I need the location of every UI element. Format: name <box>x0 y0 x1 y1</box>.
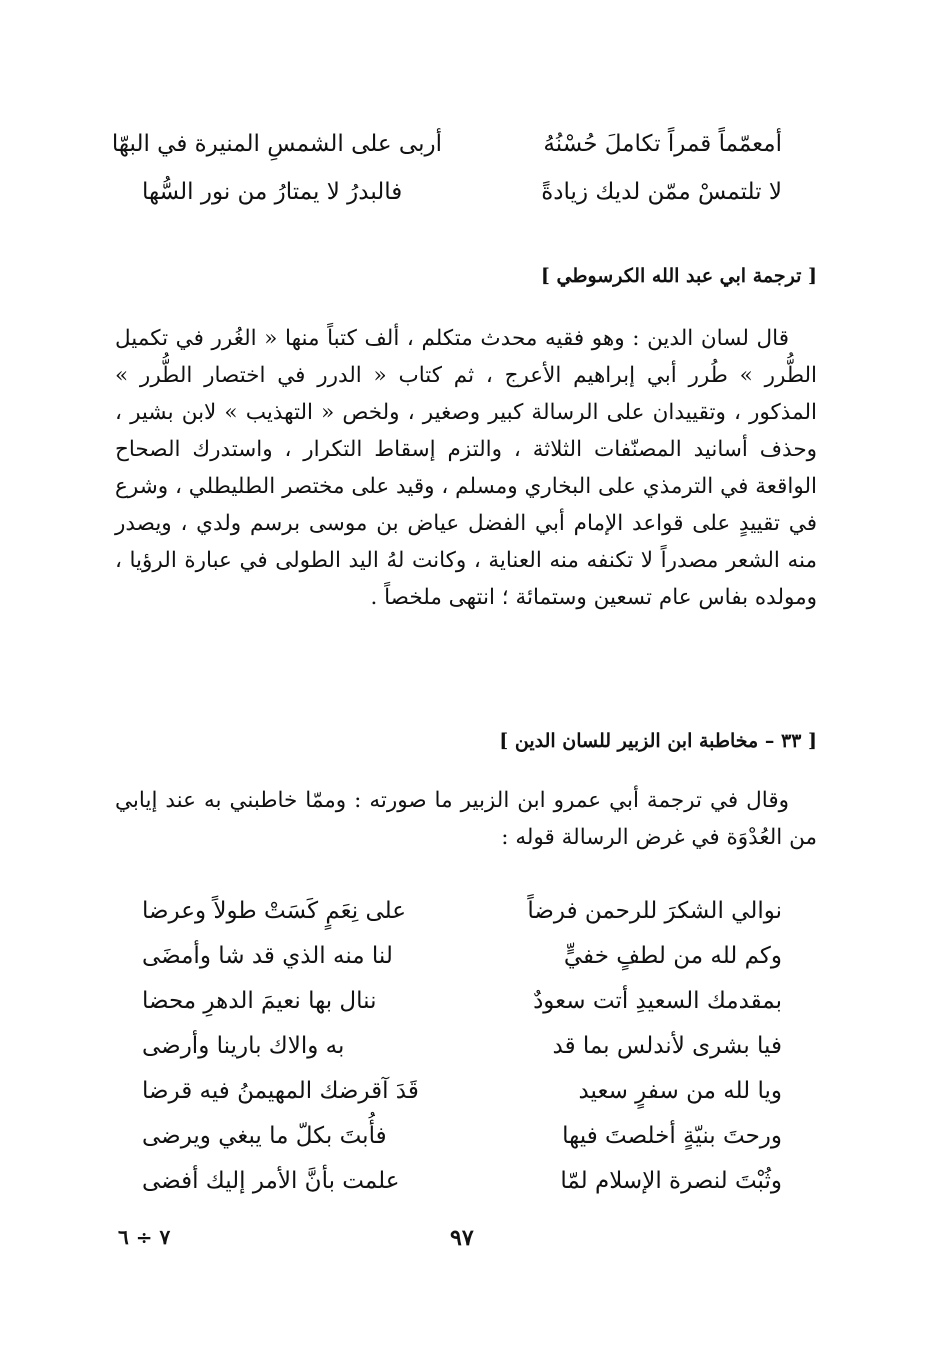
page-number: ٩٧ <box>450 1225 474 1251</box>
verse-line <box>142 1023 782 1068</box>
verse-line <box>142 1158 782 1203</box>
hemistich-second: لنا منه الذي قد شا وأمضَى <box>142 942 393 969</box>
paragraph-text: قال لسان الدين : وهو فقيه محدث متكلم ، ألف كتباً منها « الغُرر في تكميل الطُّرر » طُرر أبي إبراهيم الأعرج ، ثم كتاب « الدرر في اختصار الطُّرر » المذكور ، وتقييدان على الرسالة كبير وصغير ، ولخص « التهذيب » لابن بشير ، وحذف أسانيد المصنّفات الثلاثة ، والتزم إسقاط التكرار ، واستدرك الصحاح الواقعة في الترمذي على البخاري ومسلم ، وقيد على مختصر الطليطلي ، وشرع في تقييدٍ على قواعد الإمام أبي الفضل عياض بن موسى برسم ولدي ، ويصدر منه الشعر مصدراً لا تكنفه منه العناية ، وكانت لهُ اليد الطولى في عبارة الرؤيا ، ومولده بفاس عام تسعين وستمائة ؛ انتهى ملخصاً . <box>115 326 817 610</box>
hemistich-first: أمعمّماً قمراً تكاملَ حُسْنُهُ <box>543 131 782 157</box>
paragraph-text: وقال في ترجمة أبي عمرو ابن الزبير ما صورته : وممّا خاطبني به عند إيابي من العُدْوَة في غرض الرسالة قوله : <box>115 788 817 850</box>
hemistich-first: بمقدمك السعيدِ أتت سعودٌ <box>533 987 782 1014</box>
verse-line <box>142 888 782 933</box>
verse-line <box>142 1113 782 1158</box>
biography-paragraph <box>115 320 817 616</box>
section-heading: [ ٣٣ – مخاطبة ابن الزبير للسان الدين ] <box>499 730 817 752</box>
intro-paragraph <box>115 782 817 856</box>
verse-line <box>111 120 782 168</box>
verse-line <box>142 933 782 978</box>
printer-signature: ٧ ÷ ٦ <box>118 1225 171 1249</box>
hemistich-second: أربى على الشمسِ المنيرة في البهّا <box>111 131 442 157</box>
hemistich-second: على نِعَمٍ كَسَتْ طولاً وعرضا <box>142 897 406 924</box>
hemistich-first: فيا بشرى لأندلس بما قد <box>552 1032 782 1059</box>
hemistich-first: وثُبْتَ لنصرة الإسلام لمّا <box>560 1167 782 1194</box>
hemistich-second: به والاك بارينا وأرضى <box>142 1032 345 1059</box>
verse-line <box>142 1068 782 1113</box>
hemistich-second: علمت بأنَّ الأمر إليك أفضى <box>142 1167 400 1194</box>
hemistich-first: لا تلتمسْ ممّن لديك زيادةً <box>541 179 782 205</box>
hemistich-second: فالبدرُ لا يمتارُ من نور السُّها <box>142 179 403 205</box>
poem-top <box>111 120 782 216</box>
hemistich-first: ورحتَ بنيّةٍ أخلصتَ فيها <box>562 1122 782 1149</box>
hemistich-second: قَدَ آقرضك المهيمنُ فيه قرضا <box>142 1077 419 1104</box>
hemistich-first: وكم لله من لطفٍ خفيٍّ <box>563 942 782 969</box>
hemistich-second: فأُبتَ بكلّ ما يبغي ويرضى <box>142 1122 387 1149</box>
hemistich-second: ننال بها نعيمَ الدهرِ محضا <box>142 987 377 1014</box>
verse-line <box>142 978 782 1023</box>
section-heading: [ ترجمة ابي عبد الله الكرسوطي ] <box>540 265 817 287</box>
hemistich-first: نوالي الشكرَ للرحمن فرضاً <box>527 897 782 924</box>
hemistich-first: ويا لله من سفرٍ سعيد <box>578 1077 782 1104</box>
verse-line <box>142 168 782 216</box>
poem-bottom <box>142 888 782 1203</box>
